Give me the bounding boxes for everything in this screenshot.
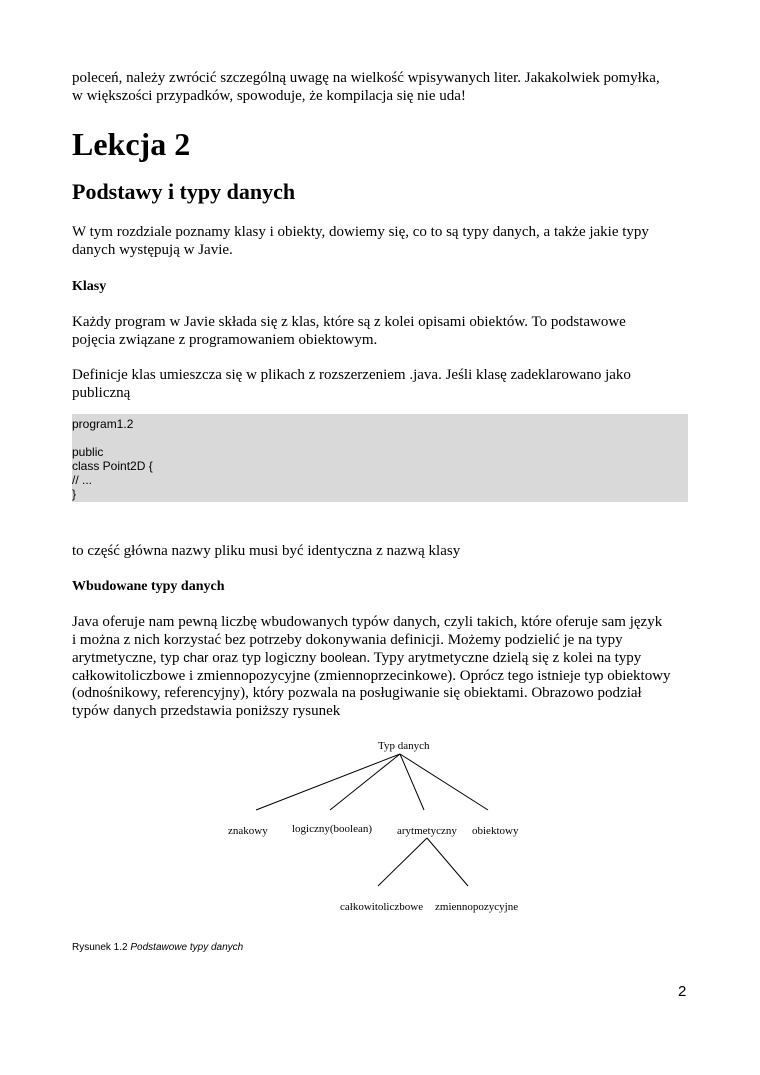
code-line: public [72,445,104,459]
diagram-root: Typ danych [378,740,430,752]
diagram-node-logiczny: logiczny(boolean) [292,823,373,835]
edge-root-obiektowy [400,754,488,810]
figure-caption: Rysunek 1.2 Podstawowe typy danych [72,942,244,953]
edge-aryt-zmienno [427,838,468,886]
edge-root-znakowy [256,754,400,810]
code-line: } [72,487,77,501]
builtin-types-paragraph: Java oferuje nam pewną liczbę wbudowanych typów danych, czyli takich, które oferuje sam język i można z nich korzystać bez potrzeby dokonywania definicji. Możemy podzielić je na typy arytmetyczne, typ char oraz typ logiczny boolean. Typy arytmetyczne dzielą się z kolei na typy całkowitoliczbowe i zmiennopozycyjne (zmiennoprzecinkowe). Oprócz tego istnieje typ obiektowy (odnośnikowy, referencyjny), który pozwala na posługiwanie się obiektami. Obrazowo podział typów danych przedstawia poniższy rysunek [72,614,671,719]
char-keyword: char [183,650,209,665]
diagram-node-calkowitoliczbowe: całkowitoliczbowe [340,901,424,913]
lesson-title: Lekcja 2 [72,126,191,162]
section-title: Podstawy i typy danych [72,179,296,204]
classes-paragraph-1: Każdy program w Javie składa się z klas, które są z kolei opisami obiektów. To podstawowe pojęcia związane z programowaniem obiektowym. [72,314,626,348]
diagram-node-arytmetyczny: arytmetyczny [397,825,457,837]
classes-heading: Klasy [72,279,107,294]
code-line: program1.2 [72,417,134,431]
after-code-text: to część główna nazwy pliku musi być identyczna z nazwą klasy [72,543,461,559]
intro-line: w większości przypadków, spowoduje, że kompilacja się nie uda! [72,87,466,104]
edge-root-arytmetyczny [400,754,424,810]
boolean-keyword: boolean [320,650,367,665]
edge-root-logiczny [330,754,400,810]
diagram-node-obiektowy: obiektowy [472,825,519,837]
edge-aryt-calk [378,838,427,886]
page-number: 2 [678,983,687,1000]
diagram-node-zmiennopozycyjne: zmiennopozycyjne [435,901,519,913]
code-line: // ... [72,473,93,487]
section-intro-paragraph: W tym rozdziale poznamy klasy i obiekty, dowiemy się, co to są typy danych, a także jakie typy danych występują w Javie. [72,224,649,258]
code-line: class Point2D { [72,459,153,473]
diagram-node-znakowy: znakowy [228,825,268,837]
builtin-types-heading: Wbudowane typy danych [72,579,225,594]
classes-paragraph-2: Definicje klas umieszcza się w plikach z rozszerzeniem .java. Jeśli klasę zadeklarowano jako publiczną [72,367,631,401]
diagram-connectors [256,754,488,886]
intro-line: poleceń, należy zwrócić szczególną uwagę na wielkość wpisywanych liter. Jakakolwiek pomyłka, [72,70,660,86]
